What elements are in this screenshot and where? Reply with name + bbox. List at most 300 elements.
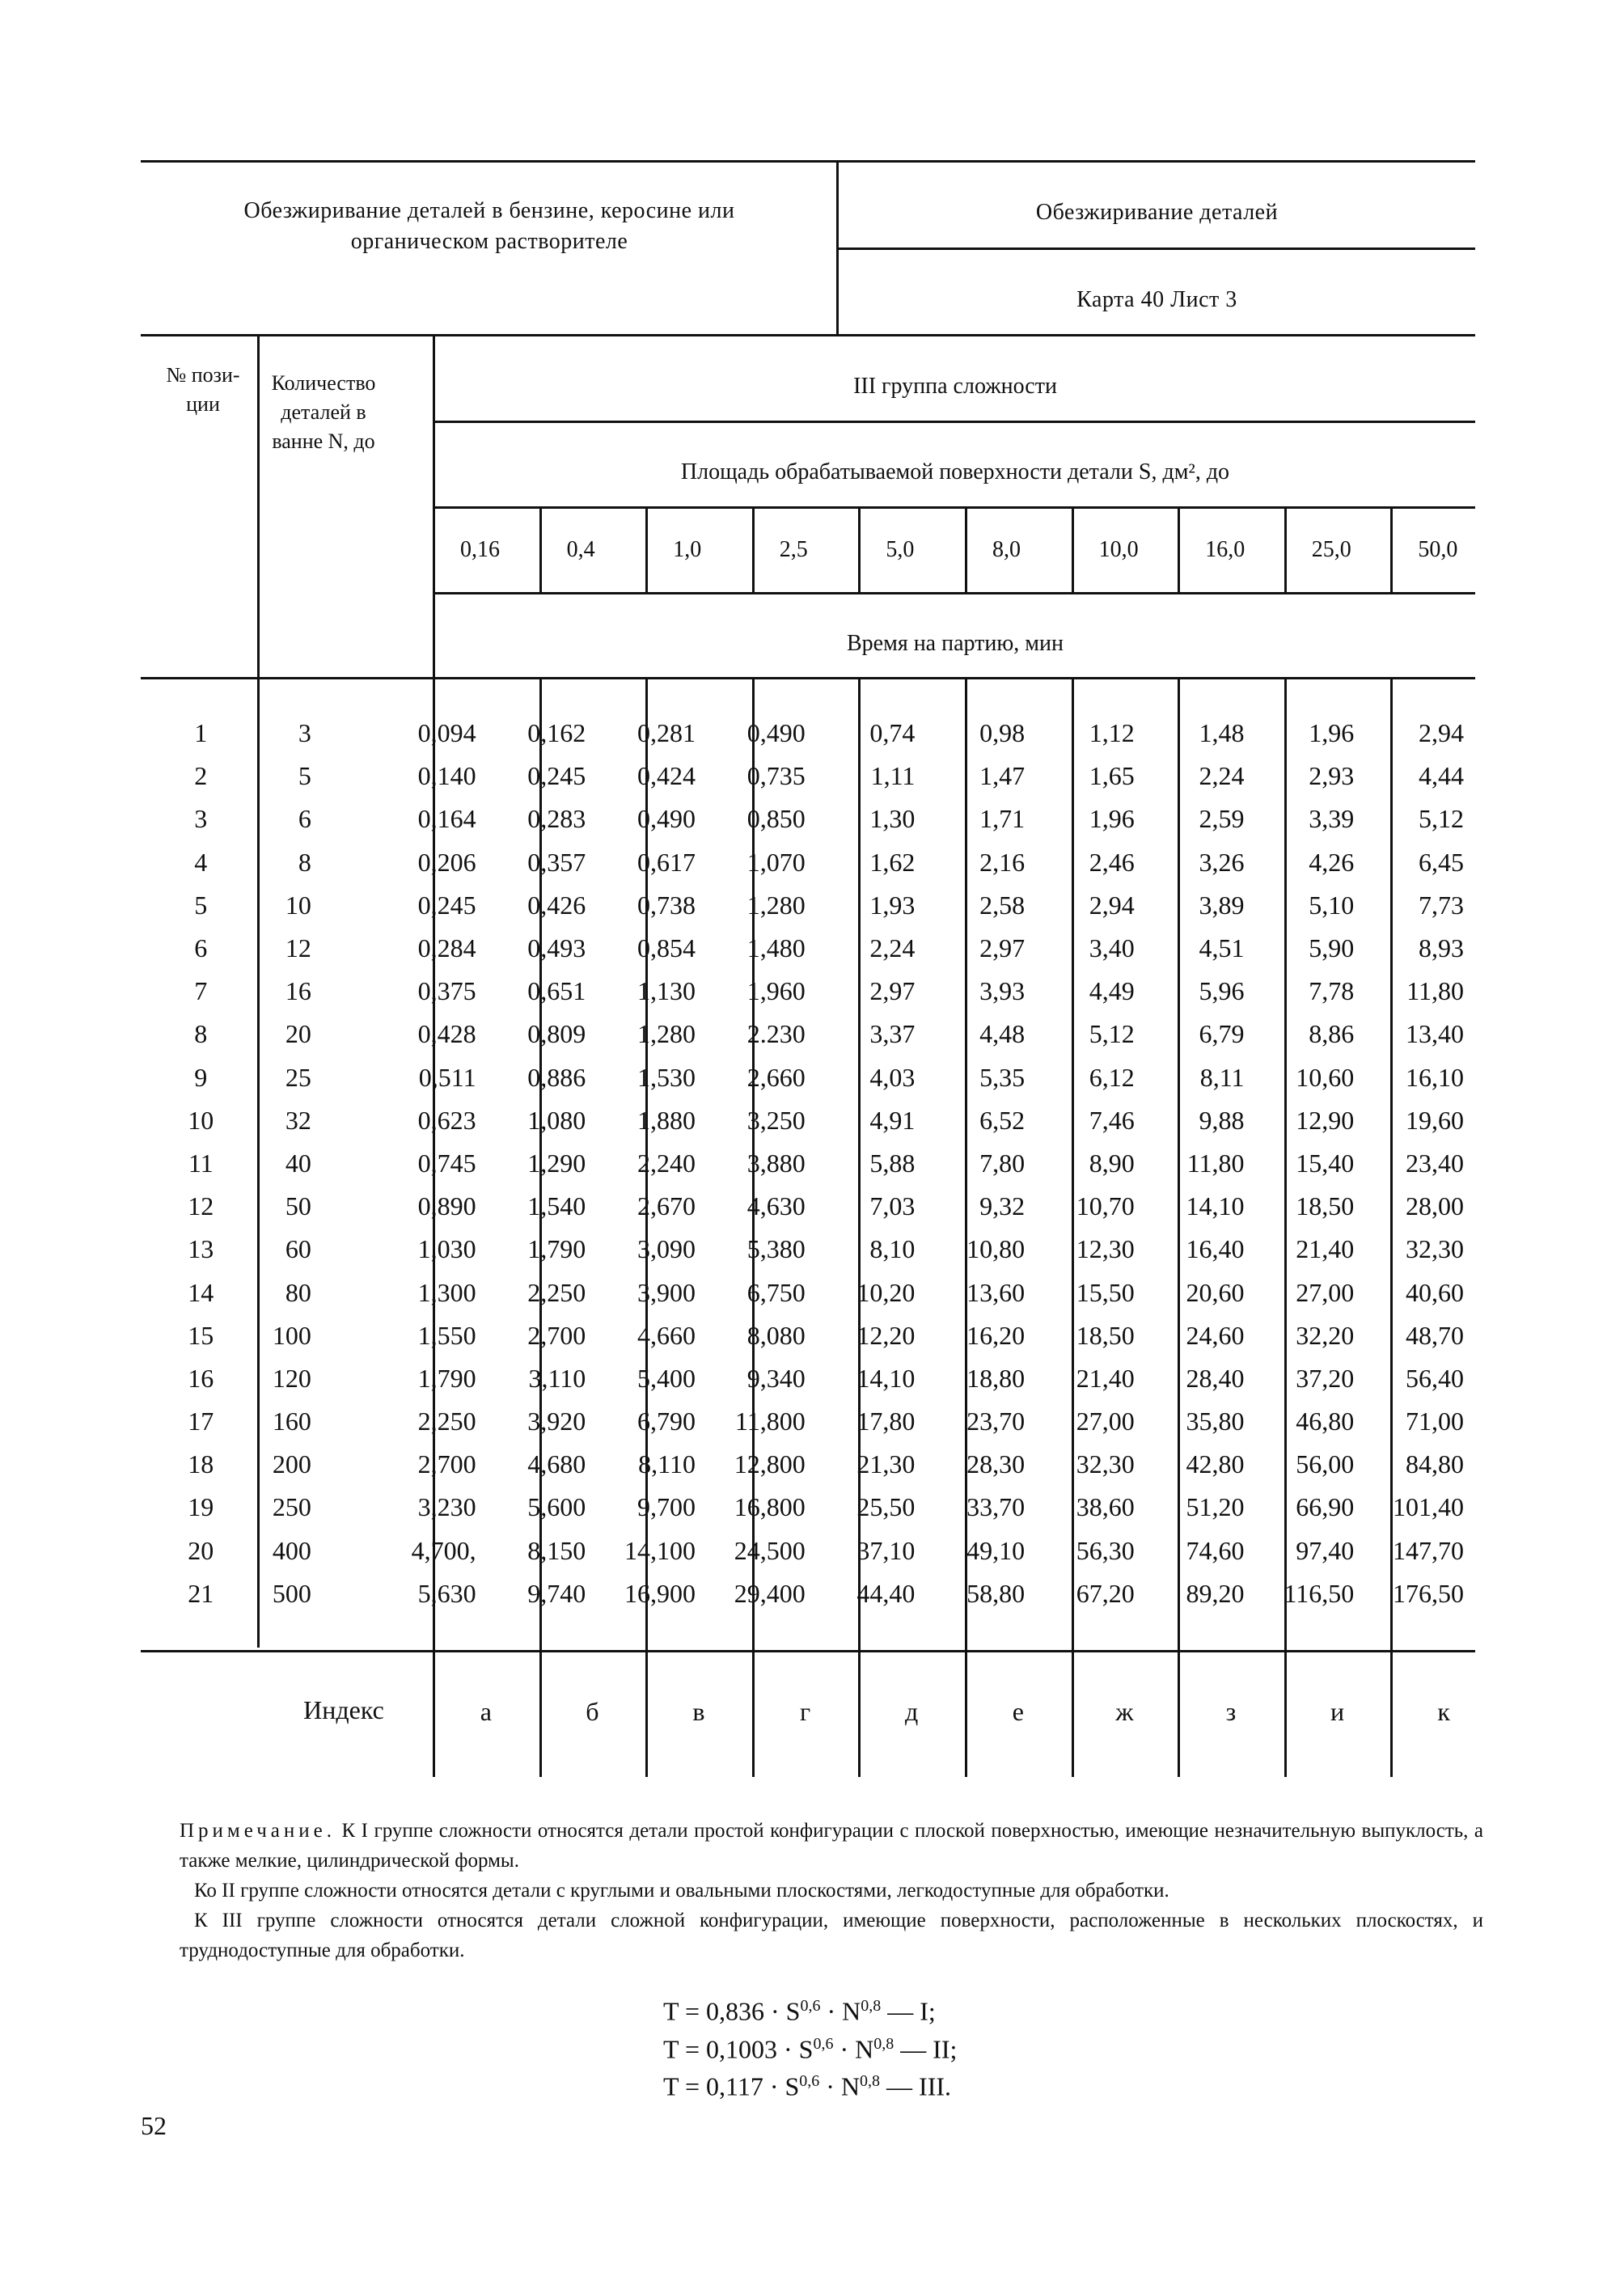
formula-group: — I; [881, 1996, 936, 2026]
table-row [141, 1099, 1475, 1142]
formula-group: — III. [880, 2071, 952, 2101]
row-value: 44,40 [856, 1578, 916, 1608]
row-value: 0,98 [979, 718, 1026, 748]
row-value: 10,20 [856, 1277, 916, 1307]
row-value: 46,80 [1296, 1407, 1355, 1436]
row-value: 21,40 [1296, 1234, 1355, 1264]
row-value: 20,60 [1186, 1277, 1245, 1307]
row-quantity: 200 [272, 1449, 311, 1479]
row-value: 14,10 [1186, 1191, 1245, 1221]
row-value: 0,886 [527, 1062, 586, 1092]
row-value: 18,50 [1296, 1191, 1355, 1221]
row-value: 5,630 [417, 1578, 476, 1608]
area-rule [433, 506, 1475, 509]
row-value: 2,670 [636, 1191, 696, 1221]
table-row [141, 841, 1475, 884]
group-rule [433, 421, 1475, 423]
row-value: 116,50 [1284, 1578, 1355, 1608]
row-value: 2,46 [1089, 847, 1135, 877]
row-value: 2,93 [1309, 761, 1355, 791]
row-value: 0,490 [746, 718, 806, 748]
row-position: 7 [194, 976, 208, 1006]
area-sep-4 [858, 506, 861, 594]
row-value: 15,50 [1076, 1277, 1135, 1307]
row-value: 3,880 [746, 1148, 806, 1178]
row-value: 27,00 [1076, 1407, 1135, 1436]
row-value: 4,51 [1199, 933, 1245, 963]
row-value: 8,90 [1089, 1148, 1135, 1178]
table-row [141, 1486, 1475, 1529]
row-value: 0,651 [527, 976, 586, 1006]
row-value: 29,400 [734, 1578, 806, 1608]
row-value: 4,660 [636, 1320, 696, 1350]
area-value-7: 16,0 [1205, 537, 1245, 562]
row-value: 38,60 [1076, 1492, 1135, 1522]
row-value: 6,52 [979, 1105, 1026, 1135]
row-value: 33,70 [966, 1492, 1026, 1522]
row-value: 40,60 [1406, 1277, 1464, 1307]
row-value: 16,20 [966, 1320, 1026, 1350]
row-value: 5,12 [1089, 1019, 1135, 1049]
row-value: 4,26 [1309, 847, 1355, 877]
table-row [141, 1357, 1475, 1400]
row-quantity: 80 [285, 1277, 311, 1307]
row-value: 6,12 [1089, 1062, 1135, 1092]
row-value: 66,90 [1296, 1492, 1355, 1522]
row-value: 1,960 [746, 976, 806, 1006]
table-row [141, 1443, 1475, 1486]
row-value: 2,16 [979, 847, 1026, 877]
row-value: 9,88 [1199, 1105, 1245, 1135]
row-value: 5,88 [869, 1148, 916, 1178]
table-row [141, 1271, 1475, 1314]
row-quantity: 20 [285, 1019, 311, 1049]
note-3: К III группе сложности относятся детали сложной конфигурации, имеющие поверхности, расположенные в нескольких плоскостях, и труднодоступные для обработки. [180, 1910, 1483, 1961]
row-value: 13,40 [1406, 1019, 1464, 1049]
area-value-1: 0,4 [566, 537, 595, 562]
row-value: 4,49 [1089, 976, 1135, 1006]
row-value: 6,45 [1419, 847, 1464, 877]
row-value: 11,80 [1186, 1148, 1245, 1178]
row-quantity: 500 [272, 1578, 311, 1608]
notes [180, 1816, 1483, 1965]
row-value: 1,12 [1089, 718, 1135, 748]
formula-mid: · N [819, 2071, 861, 2101]
surface-area-header: Площадь обрабатываемой поверхности детали S, дм², до [680, 459, 1230, 484]
row-position: 5 [194, 890, 208, 920]
area-sep-5 [965, 506, 967, 594]
note-1-text: К I группе сложности относятся детали простой конфигурации с плоской поверхностью, имеющие незначительную выпуклость, а также мелкие, цилиндрической формы. [180, 1820, 1484, 1872]
area-sep-8 [1284, 506, 1287, 594]
row-value: 12,800 [734, 1449, 806, 1479]
row-value: 9,32 [979, 1191, 1026, 1221]
row-value: 1,530 [636, 1062, 696, 1092]
row-value: 5,96 [1199, 976, 1245, 1006]
row-value: 0,164 [417, 804, 476, 834]
row-quantity: 12 [285, 933, 311, 963]
row-value: 3,090 [636, 1234, 696, 1264]
index-letter-2: в [692, 1697, 705, 1726]
row-value: 48,70 [1406, 1320, 1464, 1350]
table-head-bottom-rule [141, 677, 1475, 679]
row-value: 7,46 [1089, 1105, 1135, 1135]
area-sep-3 [752, 506, 755, 594]
row-value: 32,30 [1076, 1449, 1135, 1479]
row-position: 9 [194, 1062, 208, 1092]
row-value: 1,540 [527, 1191, 586, 1221]
note-2: Ко II группе сложности относятся детали с круглыми и овальными плоскостями, легкодоступные для обработки. [194, 1880, 1169, 1902]
row-value: 1,030 [417, 1234, 476, 1264]
row-value: 1,11 [870, 761, 916, 791]
row-value: 71,00 [1406, 1407, 1464, 1436]
row-value: 5,400 [636, 1363, 696, 1393]
row-value: 3,40 [1089, 933, 1135, 963]
row-value: 2,94 [1419, 718, 1464, 748]
row-value: 2,97 [979, 933, 1026, 963]
formula-3 [663, 2065, 957, 2103]
table-row [141, 970, 1475, 1013]
row-value: 0,623 [417, 1105, 476, 1135]
row-value: 0,735 [746, 761, 806, 791]
row-quantity: 5 [298, 761, 311, 791]
row-quantity: 120 [272, 1363, 311, 1393]
row-value: 8,10 [869, 1234, 916, 1264]
row-value: 4,44 [1419, 761, 1464, 791]
row-value: 3,230 [417, 1492, 476, 1522]
page-number: 52 [141, 2111, 167, 2140]
row-value: 8,11 [1199, 1062, 1245, 1092]
header-right-title: Обезжиривание деталей [1035, 200, 1279, 225]
row-value: 7,78 [1309, 976, 1355, 1006]
row-position: 11 [188, 1148, 214, 1178]
row-value: 1,080 [527, 1105, 586, 1135]
row-quantity: 100 [272, 1320, 311, 1350]
index-letter-9: к [1437, 1697, 1450, 1726]
header-left-title: Обезжиривание деталей в бензине, керосине или органическом растворителе [243, 198, 735, 254]
row-value: 0,490 [636, 804, 696, 834]
row-position: 13 [188, 1234, 214, 1264]
formula-exp-s: 0,6 [813, 2034, 834, 2053]
row-value: 1,070 [746, 847, 806, 877]
row-value: 1,550 [417, 1320, 476, 1350]
row-value: 9,700 [636, 1492, 696, 1522]
row-value: 12,90 [1296, 1105, 1355, 1135]
row-value: 9,340 [746, 1363, 806, 1393]
row-value: 0,094 [417, 718, 476, 748]
row-position: 15 [188, 1320, 214, 1350]
table-row [141, 1185, 1475, 1228]
row-value: 49,10 [966, 1535, 1026, 1565]
index-rule [141, 1650, 1475, 1652]
row-value: 97,40 [1296, 1535, 1355, 1565]
row-quantity: 3 [298, 718, 311, 748]
row-value: 7,73 [1419, 890, 1464, 920]
index-letter-0: а [480, 1697, 492, 1726]
row-value: 5,12 [1419, 804, 1464, 834]
row-value: 0,850 [746, 804, 806, 834]
row-quantity: 10 [285, 890, 311, 920]
row-quantity: 8 [298, 847, 311, 877]
area-values-rule [433, 592, 1475, 594]
row-value: 28,40 [1186, 1363, 1245, 1393]
area-sep-1 [539, 506, 542, 594]
row-value: 35,80 [1186, 1407, 1245, 1436]
row-value: 16,40 [1186, 1234, 1245, 1264]
formula-exp-s: 0,6 [799, 2072, 820, 2091]
area-value-3: 2,5 [779, 537, 808, 562]
row-value: 1,790 [417, 1363, 476, 1393]
area-sep-9 [1390, 506, 1393, 594]
index-letter-8: и [1330, 1697, 1345, 1726]
table-row [141, 1228, 1475, 1271]
area-sep-6 [1072, 506, 1074, 594]
row-value: 0,375 [417, 976, 476, 1006]
row-value: 1,280 [636, 1019, 696, 1049]
row-value: 2,24 [869, 933, 916, 963]
row-value: 67,20 [1076, 1578, 1135, 1608]
row-quantity: 160 [272, 1407, 311, 1436]
row-value: 1,96 [1089, 804, 1135, 834]
row-value: 24,60 [1186, 1320, 1245, 1350]
row-value: 2,97 [869, 976, 916, 1006]
row-value: 0,738 [636, 890, 696, 920]
area-value-9: 50,0 [1418, 537, 1458, 562]
formula-1 [663, 1990, 957, 2028]
row-value: 1,71 [979, 804, 1026, 834]
note-lead: Примечание. [180, 1820, 336, 1842]
row-value: 89,20 [1186, 1578, 1245, 1608]
row-value: 14,100 [624, 1535, 696, 1565]
formula-exp-n: 0,8 [860, 2072, 881, 2091]
row-position: 10 [188, 1105, 214, 1135]
table-row [141, 712, 1475, 755]
row-value: 28,00 [1406, 1191, 1464, 1221]
row-value: 21,40 [1076, 1363, 1135, 1393]
row-value: 32,20 [1296, 1320, 1355, 1350]
row-value: 16,10 [1406, 1062, 1464, 1092]
row-value: 0,140 [417, 761, 476, 791]
complexity-group-header: III группа сложности [853, 374, 1057, 399]
row-value: 4,03 [869, 1062, 916, 1092]
table-row [141, 1572, 1475, 1615]
header-bottom-rule [141, 334, 1475, 336]
row-position: 20 [188, 1535, 214, 1565]
row-value: 5,600 [527, 1492, 586, 1522]
row-value: 18,80 [966, 1363, 1026, 1393]
row-value: 3,110 [528, 1363, 586, 1393]
row-value: 2,240 [636, 1148, 696, 1178]
row-value: 1,65 [1089, 761, 1135, 791]
row-value: 11,800 [734, 1407, 806, 1436]
row-value: 3,250 [746, 1105, 806, 1135]
area-value-8: 25,0 [1311, 537, 1351, 562]
row-value: 3,26 [1199, 847, 1245, 877]
row-quantity: 16 [285, 976, 311, 1006]
row-value: 13,60 [966, 1277, 1026, 1307]
row-value: 4,700, [411, 1535, 476, 1565]
row-value: 4,680 [527, 1449, 586, 1479]
area-value-6: 10,0 [1098, 537, 1139, 562]
row-value: 0,424 [636, 761, 696, 791]
row-value: 17,80 [856, 1407, 916, 1436]
header-right-rule [836, 247, 1475, 250]
formula-mid: · N [833, 2034, 874, 2064]
row-value: 0,162 [527, 718, 586, 748]
formula-exp-s: 0,6 [800, 1997, 821, 2015]
row-value: 1,280 [746, 890, 806, 920]
row-value: 2,700 [417, 1449, 476, 1479]
row-position: 21 [188, 1578, 214, 1608]
row-value: 0,245 [527, 761, 586, 791]
col-quantity-header: Количество деталей в ванне N, до [271, 371, 376, 453]
row-value: 14,10 [856, 1363, 916, 1393]
row-value: 10,80 [966, 1234, 1026, 1264]
row-value: 8,150 [527, 1535, 586, 1565]
row-value: 1,480 [746, 933, 806, 963]
row-value: 4,91 [869, 1105, 916, 1135]
formula-mid: · N [820, 1996, 861, 2026]
row-value: 32,30 [1406, 1234, 1464, 1264]
index-label: Индекс [303, 1695, 384, 1724]
row-position: 8 [194, 1019, 208, 1049]
row-value: 4,630 [746, 1191, 806, 1221]
row-value: 18,50 [1076, 1320, 1135, 1350]
row-value: 10,70 [1076, 1191, 1135, 1221]
row-position: 6 [194, 933, 208, 963]
row-value: 0,809 [527, 1019, 586, 1049]
row-value: 0,74 [869, 718, 916, 748]
row-value: 0,245 [417, 890, 476, 920]
row-quantity: 32 [285, 1105, 311, 1135]
row-value: 1,300 [417, 1277, 476, 1307]
row-value: 0,284 [417, 933, 476, 963]
index-letter-1: б [586, 1697, 599, 1726]
row-value: 2,58 [979, 890, 1026, 920]
row-value: 2,59 [1199, 804, 1245, 834]
row-value: 24,500 [734, 1535, 806, 1565]
row-value: 12,20 [856, 1320, 916, 1350]
row-value: 0,428 [417, 1019, 476, 1049]
row-value: 2,94 [1089, 890, 1135, 920]
row-value: 0,281 [636, 718, 696, 748]
row-value: 56,30 [1076, 1535, 1135, 1565]
area-value-0: 0,16 [460, 537, 500, 562]
card-sheet-label: Карта 40 Лист 3 [1076, 287, 1237, 312]
row-value: 27,00 [1296, 1277, 1355, 1307]
row-value: 5,10 [1309, 890, 1355, 920]
row-value: 0,426 [527, 890, 586, 920]
row-value: 42,80 [1186, 1449, 1245, 1479]
row-value: 51,20 [1186, 1492, 1245, 1522]
table-row [141, 927, 1475, 970]
index-letter-6: ж [1115, 1697, 1134, 1726]
row-position: 12 [188, 1191, 214, 1221]
table-row [141, 1013, 1475, 1056]
row-value: 3,900 [636, 1277, 696, 1307]
row-position: 14 [188, 1277, 214, 1307]
row-value: 58,80 [966, 1578, 1026, 1608]
table-row [141, 884, 1475, 927]
row-value: 21,30 [856, 1449, 916, 1479]
row-value: 101,40 [1393, 1492, 1464, 1522]
row-position: 19 [188, 1492, 214, 1522]
note-1 [180, 1816, 1483, 1876]
row-position: 4 [194, 847, 208, 877]
formula-exp-n: 0,8 [861, 1997, 882, 2015]
top-rule [141, 160, 1475, 163]
row-value: 84,80 [1406, 1449, 1464, 1479]
row-value: 4,48 [979, 1019, 1026, 1049]
row-value: 6,750 [746, 1277, 806, 1307]
row-value: 0,854 [636, 933, 696, 963]
row-value: 23,70 [966, 1407, 1026, 1436]
formula-lhs: T = 0,836 · S [663, 1996, 801, 2026]
table-row [141, 1529, 1475, 1572]
index-letter-4: д [905, 1697, 919, 1726]
row-value: 0,283 [527, 804, 586, 834]
row-value: 19,60 [1406, 1105, 1464, 1135]
row-value: 1,47 [979, 761, 1026, 791]
row-value: 25,50 [856, 1492, 916, 1522]
row-value: 2,250 [527, 1277, 586, 1307]
row-value: 1,30 [869, 804, 916, 834]
row-value: 1,96 [1309, 718, 1355, 748]
area-value-4: 5,0 [886, 537, 915, 562]
col-sep-1 [257, 334, 260, 678]
row-value: 56,40 [1406, 1363, 1464, 1393]
row-value: 0,617 [636, 847, 696, 877]
row-value: 0,206 [417, 847, 476, 877]
row-value: 9,740 [527, 1578, 586, 1608]
row-value: 12,30 [1076, 1234, 1135, 1264]
row-value: 3,39 [1309, 804, 1355, 834]
formula-lhs: T = 0,117 · S [663, 2071, 800, 2101]
table-row [141, 797, 1475, 840]
row-position: 1 [194, 718, 208, 748]
row-value: 1,48 [1199, 718, 1245, 748]
index-letter-3: г [800, 1697, 811, 1726]
row-value: 7,80 [979, 1148, 1026, 1178]
row-quantity: 25 [285, 1062, 311, 1092]
row-value: 3,920 [527, 1407, 586, 1436]
table-row [141, 1314, 1475, 1357]
row-value: 5,35 [979, 1062, 1026, 1092]
row-value: 0,493 [527, 933, 586, 963]
row-value: 37,20 [1296, 1363, 1355, 1393]
table-row [141, 755, 1475, 797]
row-value: 1,880 [636, 1105, 696, 1135]
row-value: 1,290 [527, 1148, 586, 1178]
row-position: 18 [188, 1449, 214, 1479]
formula-2 [663, 2028, 957, 2066]
row-value: 16,900 [624, 1578, 696, 1608]
row-value: 147,70 [1393, 1535, 1464, 1565]
table-row [141, 1056, 1475, 1099]
norms-table [141, 712, 1475, 1615]
row-value: 2,24 [1199, 761, 1245, 791]
row-value: 3,89 [1199, 890, 1245, 920]
formula-lhs: T = 0,1003 · S [663, 2034, 814, 2064]
row-value: 10,60 [1296, 1062, 1355, 1092]
row-value: 1,93 [869, 890, 916, 920]
row-value: 5,90 [1309, 933, 1355, 963]
row-value: 16,800 [734, 1492, 806, 1522]
col-position-header: № пози- ции [166, 363, 240, 416]
row-position: 17 [188, 1407, 214, 1436]
row-value: 0,890 [417, 1191, 476, 1221]
row-value: 7,03 [869, 1191, 916, 1221]
row-value: 1,790 [527, 1234, 586, 1264]
